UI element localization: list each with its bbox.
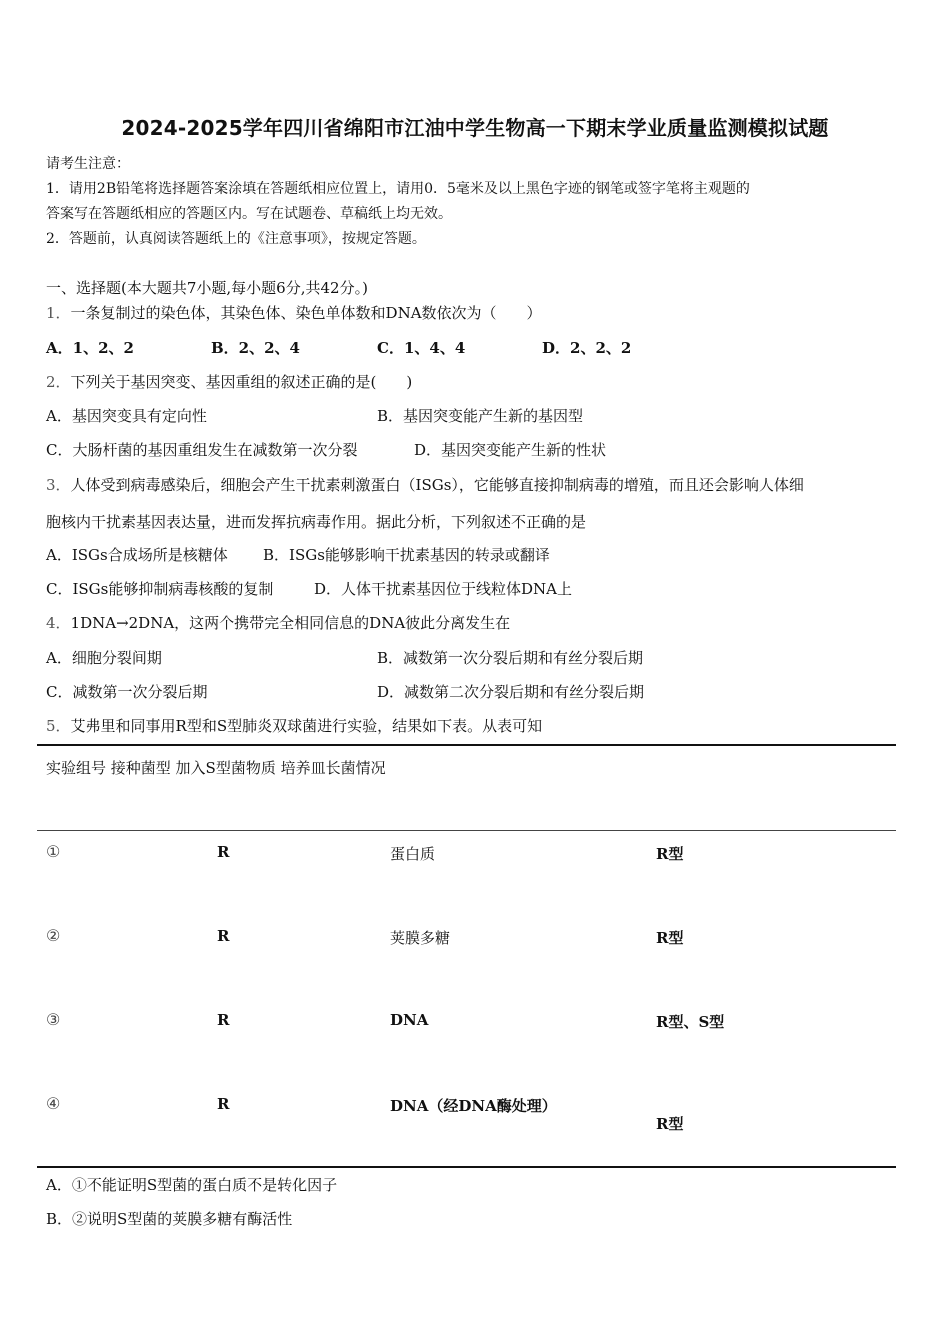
table-header: 实验组号 接种菌型 加入S型菌物质 培养皿长菌情况 [46, 759, 386, 777]
q4-option-a: A．细胞分裂间期 [46, 649, 162, 667]
q1-option-d: D．2、2、2 [542, 339, 632, 357]
question-3 [46, 474, 804, 495]
page-title: 2024-2025学年四川省绵阳市江油中学生物高一下期末学业质量监测模拟试题 [121, 116, 829, 140]
question-4-number: 4． [46, 614, 71, 632]
q1-option-a: A．1、2、2 [46, 339, 134, 357]
q5-option-a: A．①不能证明S型菌的蛋白质不是转化因子 [46, 1176, 338, 1194]
notice-line-3: 2．答题前，认真阅读答题纸上的《注意事项》，按规定答题。 [46, 231, 426, 247]
question-4-stem: 1DNA→2DNA，这两个携带完全相同信息的DNA彼此分离发生在 [70, 614, 511, 632]
table-row-3-substance: DNA [390, 1011, 429, 1029]
question-2-stem: 下列关于基因突变、基因重组的叙述正确的是( ) [70, 373, 413, 391]
question-1 [46, 302, 542, 323]
q3-option-b: B．ISGs能够影响干扰素基因的转录或翻译 [263, 546, 550, 564]
q2-option-d: D．基因突变能产生新的性状 [414, 441, 607, 459]
table-row-4-result: R型 [656, 1115, 684, 1133]
table-row-2-result: R型 [656, 929, 684, 947]
section-heading: 一、选择题(本大题共7小题,每小题6分,共42分。) [46, 279, 368, 297]
notice-line-1: 1．请用2B铅笔将选择题答案涂填在答题纸相应位置上，请用0．5毫米及以上黑色字迹的钢笔或签字笔将主观题的 [46, 181, 750, 197]
question-4 [46, 612, 510, 633]
table-row-2-strain: R [217, 927, 230, 945]
q2-option-a: A．基因突变具有定向性 [46, 407, 207, 425]
table-row-2-id: ② [46, 926, 61, 945]
table-row-1-id: ① [46, 842, 61, 861]
question-1-number: 1． [46, 304, 71, 322]
question-3-stem-line-1: 人体受到病毒感染后，细胞会产生干扰素刺激蛋白（ISGs），它能够直接抑制病毒的增殖，而且还会影响人体细 [70, 476, 804, 494]
q1-option-b: B．2、2、4 [211, 339, 300, 357]
question-2-number: 2． [46, 373, 71, 391]
table-header-rule [37, 830, 896, 831]
question-5-number: 5． [46, 717, 71, 735]
table-row-3-strain: R [217, 1011, 230, 1029]
question-3-number: 3． [46, 476, 71, 494]
q2-option-b: B．基因突变能产生新的基因型 [377, 407, 584, 425]
q4-option-c: C．减数第一次分裂后期 [46, 683, 208, 701]
q3-option-a: A．ISGs合成场所是核糖体 [46, 546, 228, 564]
q3-option-c: C．ISGs能够抑制病毒核酸的复制 [46, 580, 274, 598]
question-3-stem-line-2: 胞核内干扰素基因表达量，进而发挥抗病毒作用。据此分析，下列叙述不正确的是 [46, 513, 587, 531]
notice-heading: 请考生注意： [46, 156, 130, 172]
q1-option-c: C．1、4、4 [377, 339, 466, 357]
q4-option-d: D．减数第二次分裂后期和有丝分裂后期 [377, 683, 645, 701]
question-5 [46, 715, 542, 736]
q5-option-b: B．②说明S型菌的荚膜多糖有酶活性 [46, 1210, 293, 1228]
question-5-stem: 艾弗里和同事用R型和S型肺炎双球菌进行实验，结果如下表。从表可知 [70, 717, 543, 735]
table-row-3-result: R型、S型 [656, 1013, 725, 1031]
question-1-stem: 一条复制过的染色体，其染色体、染色单体数和DNA数依次为（ ） [70, 304, 542, 322]
table-row-4-id: ④ [46, 1094, 61, 1113]
table-row-4-substance: DNA（经DNA酶处理） [390, 1097, 557, 1115]
table-row-2-substance: 荚膜多糖 [390, 929, 451, 947]
table-top-rule [37, 744, 896, 746]
table-bottom-rule [37, 1166, 896, 1168]
table-row-4-strain: R [217, 1095, 230, 1113]
q3-option-d: D．人体干扰素基因位于线粒体DNA上 [314, 580, 573, 598]
table-row-3-id: ③ [46, 1010, 61, 1029]
q2-option-c: C．大肠杆菌的基因重组发生在减数第一次分裂 [46, 441, 358, 459]
table-row-1-strain: R [217, 843, 230, 861]
notice-line-2: 答案写在答题纸相应的答题区内。写在试题卷、草稿纸上均无效。 [46, 206, 452, 222]
table-row-1-substance: 蛋白质 [390, 845, 436, 863]
table-row-1-result: R型 [656, 845, 684, 863]
question-2 [46, 371, 412, 392]
q4-option-b: B．减数第一次分裂后期和有丝分裂后期 [377, 649, 644, 667]
